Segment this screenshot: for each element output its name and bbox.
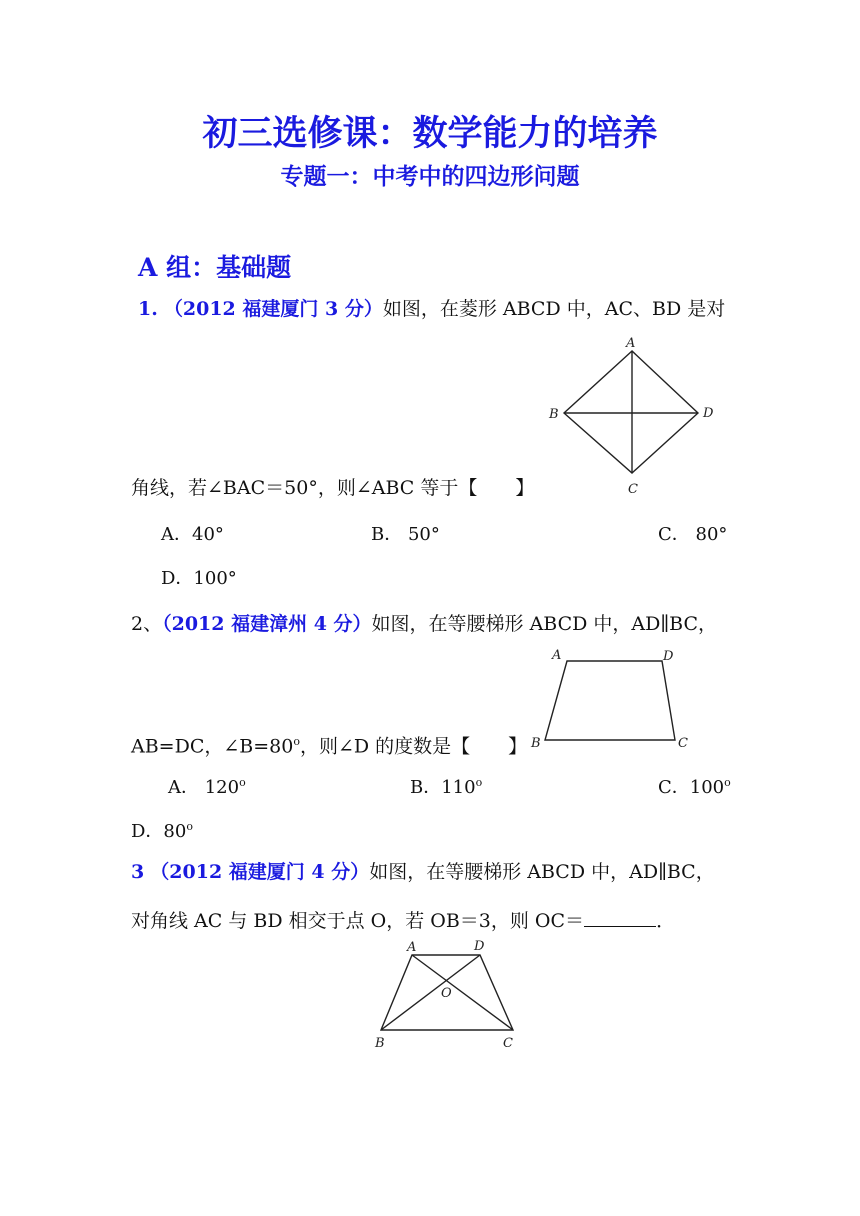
q2-trapezoid (545, 661, 675, 740)
q2-stem-line-1 (131, 612, 717, 636)
q2-option-b: B．110$^o$ (410, 776, 483, 798)
q2-option-d: D．80$^o$ (131, 820, 193, 842)
q3-label-a: A (407, 940, 417, 955)
q3-text-b: 对角线 AC 与 BD 相交于点 O，若 OB＝3，则 OC＝ (131, 910, 585, 932)
q3-trapezoid-figure (365, 935, 535, 1055)
q1-option-b: B． 50° (371, 524, 440, 545)
q2-label-c: C (678, 736, 688, 751)
q2-option-c: C．100$^o$ (658, 776, 731, 798)
q1-label-d: D (703, 406, 714, 421)
q1-option-c: C． 80° (658, 524, 728, 545)
q2-source: （2012 福建漳州 4 分） (162, 613, 372, 635)
q2-number: 2、 (131, 613, 163, 635)
q3-source: （2012 福建厦门 4 分） (150, 861, 370, 883)
q1-stem-line-1 (138, 297, 725, 321)
q3-label-o: O (441, 986, 452, 1001)
q2-label-a: A (552, 648, 562, 663)
section-heading: A 组：基础题 (138, 253, 292, 282)
q1-source: （2012 福建厦门 3 分） (163, 298, 383, 320)
q2-trapezoid-figure (525, 645, 705, 755)
q3-label-b: B (375, 1036, 385, 1051)
q2-degree-sup: o (293, 735, 300, 748)
q3-stem-line-1 (131, 860, 715, 884)
q3-diagonal-ac (412, 955, 513, 1030)
q1-number: 1. (138, 298, 158, 320)
q2-text-a: 如图，在等腰梯形 ABCD 中，AD∥BC， (371, 613, 718, 635)
q3-number: 3 (131, 861, 145, 883)
q1-stem-line-2: 角线，若∠BAC＝50°，则∠ABC 等于【 】 (131, 477, 535, 499)
page-title: 初三选修课：数学能力的培养 (202, 113, 658, 154)
q1-label-b: B (549, 407, 559, 422)
q2-stem-line-2 (131, 730, 527, 758)
q2-text-b-post: ，则∠D 的度数是【 】 (299, 735, 528, 758)
q1-label-c: C (628, 482, 638, 497)
q3-stem-line-2 (131, 908, 675, 933)
q2-label-d: D (663, 649, 674, 664)
q3-text-a: 如图，在等腰梯形 ABCD 中，AD∥BC， (369, 861, 715, 883)
q1-rhombus-figure (540, 335, 730, 500)
q3-text-b-end: ． (656, 910, 676, 932)
q1-text-a: 如图，在菱形 ABCD 中，AC、BD 是对 (382, 298, 726, 320)
q3-answer-blank (584, 908, 656, 927)
q2-option-a: A． 120$^o$ (168, 776, 246, 798)
page-subtitle: 专题一：中考中的四边形问题 (280, 163, 580, 190)
q1-option-d: D．100° (161, 568, 237, 589)
q3-label-c: C (503, 1036, 513, 1051)
q2-text-b-pre: AB=DC，∠B=80 (131, 735, 294, 758)
q3-label-d: D (474, 939, 485, 954)
q1-option-a: A．40° (161, 524, 224, 545)
q1-label-a: A (626, 336, 636, 351)
q1-rhombus (564, 351, 698, 473)
q2-label-b: B (531, 736, 541, 751)
